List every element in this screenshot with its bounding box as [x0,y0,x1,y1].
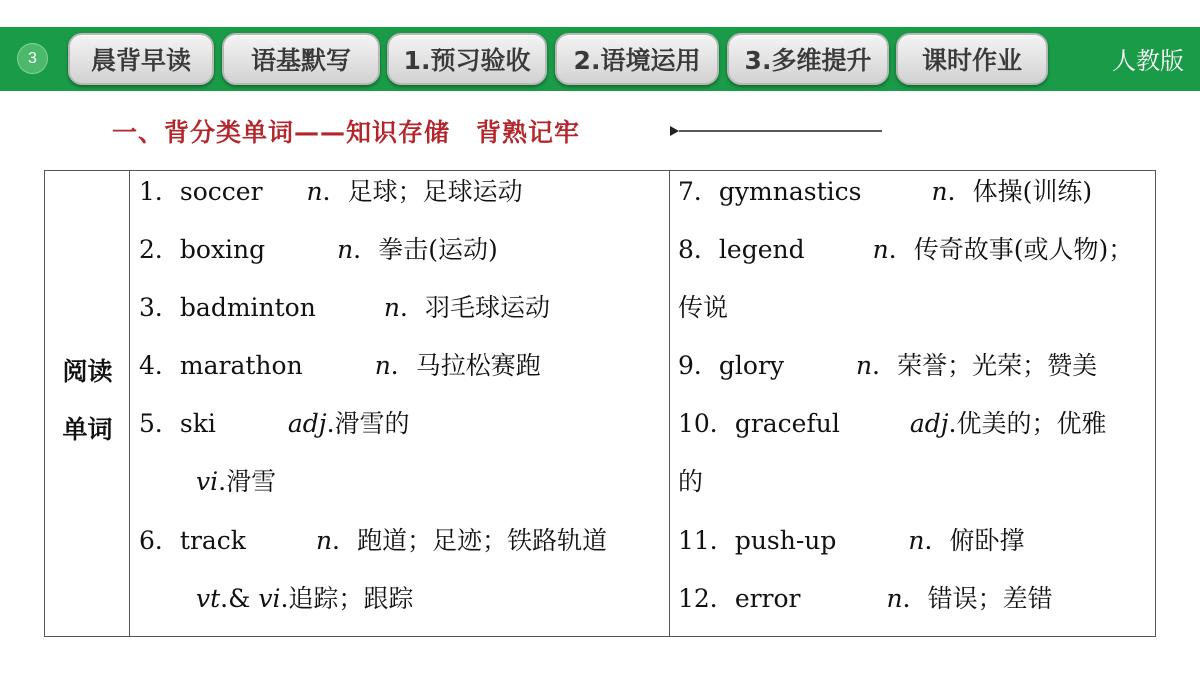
entry-number: 11． [678,526,735,555]
entry-word: badminton [179,293,316,322]
category-label: 阅读 单词 [62,357,113,444]
entry-meaning: ．跑道；足迹；铁路轨道 [332,526,608,555]
entry-meaning: .滑雪 [218,467,277,496]
entry-word: legend [718,235,805,264]
section-heading: 一、背分类单词——知识存储 背熟记牢 [112,118,581,147]
arrow-line-icon [670,125,882,137]
entry-pos: n [383,293,400,322]
entry-word: boxing [179,235,266,264]
entry-pos: n [872,235,889,264]
entry-meaning: ．羽毛球运动 [399,293,550,322]
entry-number: 9． [678,351,719,380]
list-item [678,404,1106,444]
entry-pos: n [908,526,925,555]
entry-number: 5． [139,409,180,438]
entry-word: gymnastics [718,177,862,206]
entry-number: 1． [139,177,180,206]
entry-word: soccer [179,177,263,206]
list-item [678,462,703,502]
entry-word: marathon [179,351,303,380]
entry-meaning: ．马拉松赛跑 [390,351,541,380]
entry-meaning: ．传奇故事(或人物)； [888,235,1134,264]
tab-morning-reading[interactable]: 晨背早读 [68,33,214,85]
list-item [139,230,498,270]
top-navigation-bar [0,27,1200,91]
list-item [139,521,607,561]
list-item [678,288,728,328]
entry-meaning: .滑雪的 [326,409,410,438]
entry-meaning: ．体操(训练) [947,177,1093,206]
entry-pos: n [886,584,903,613]
entry-word: graceful [734,409,840,438]
entry-meaning: ．错误；差错 [902,584,1053,613]
list-item [139,288,550,328]
entry-pos: n [856,351,873,380]
tab-homework[interactable]: 课时作业 [896,33,1048,85]
entry-meaning: 的 [678,467,704,496]
entry-pos: n [306,177,323,206]
right-word-column [670,171,1155,636]
entry-number: 7． [678,177,719,206]
entry-number: 12． [678,584,735,613]
entry-pos: n [374,351,391,380]
tab-context-use[interactable]: 2.语境运用 [555,33,719,85]
entry-word: ski [179,409,216,438]
list-item [678,521,1025,561]
entry-meaning: .优美的；优雅 [948,409,1107,438]
edition-label: 人教版 [1112,47,1184,75]
entry-pos: vi [258,584,281,613]
entry-word: glory [718,351,785,380]
entry-pos: adj [287,409,327,438]
tab-multi-improve[interactable]: 3.多维提升 [727,33,889,85]
page-number-badge: 3 [17,43,48,74]
entry-number: 3． [139,293,180,322]
entry-meaning: 传说 [678,293,729,322]
entry-pos: n [931,177,948,206]
entry-number: 8． [678,235,719,264]
vocabulary-table [44,170,1156,637]
entry-pos: vi [196,467,219,496]
entry-meaning: .追踪；跟踪 [280,584,414,613]
list-item [139,346,541,386]
list-item [678,230,1133,270]
entry-word: push-up [734,526,837,555]
entry-meaning: .& [220,584,259,613]
entry-number: 6． [139,526,180,555]
entry-number: 10． [678,409,735,438]
entry-pos: adj [909,409,949,438]
list-item [678,579,1053,619]
entry-meaning: ．俯卧撑 [924,526,1025,555]
list-item [139,172,523,212]
entry-number: 2． [139,235,180,264]
category-column [45,171,130,636]
list-item [678,346,1097,386]
list-item [196,579,413,619]
entry-word: track [179,526,246,555]
entry-meaning: ．足球；足球运动 [322,177,523,206]
list-item [678,172,1092,212]
left-word-column [130,171,670,636]
entry-meaning: ．拳击(运动) [353,235,498,264]
list-item [139,404,410,444]
entry-pos: n [337,235,354,264]
tab-preview-check[interactable]: 1.预习验收 [387,33,547,85]
entry-word: error [734,584,801,613]
list-item [196,462,276,502]
entry-meaning: ．荣誉；光荣；赞美 [872,351,1098,380]
entry-number: 4． [139,351,180,380]
entry-pos: vt [196,584,221,613]
tab-basic-dictation[interactable]: 语基默写 [222,33,380,85]
entry-pos: n [315,526,333,555]
